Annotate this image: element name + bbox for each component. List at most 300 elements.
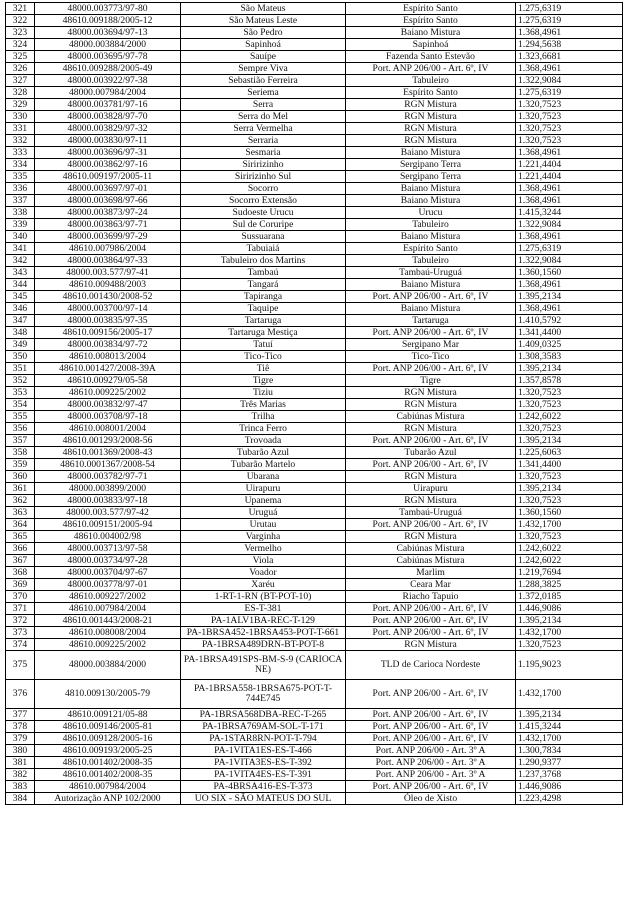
row-number-cell: 325 [6, 51, 35, 63]
table-row [6, 793, 623, 805]
row-number-cell: 383 [6, 781, 35, 793]
price-value-cell: 1.237,3768 [516, 769, 623, 781]
price-value-cell: 1.221,4404 [516, 171, 623, 183]
table-row [6, 315, 623, 327]
reference-stream-cell: RGN Mistura [346, 387, 516, 399]
process-number-cell: 48000.003863/97-71 [35, 219, 181, 231]
process-number-cell: 48000.003698/97-66 [35, 195, 181, 207]
process-number-cell: 4810.009130/2005-79 [35, 680, 181, 709]
field-name-cell: Tartaruga Mestiça [181, 327, 346, 339]
field-name-cell: Uirapuru [181, 483, 346, 495]
price-value-cell: 1.395,2134 [516, 291, 623, 303]
row-number-cell: 384 [6, 793, 35, 805]
table-row [6, 709, 623, 721]
field-name-cell: PA-1VITA3ES-ES-T-392 [181, 757, 346, 769]
price-value-cell: 1.320,7523 [516, 99, 623, 111]
field-name-cell: Trilha [181, 411, 346, 423]
row-number-cell: 362 [6, 495, 35, 507]
process-number-cell: 48000.003884/2000 [35, 651, 181, 680]
process-number-cell: 48000.003700/97-14 [35, 303, 181, 315]
reference-stream-cell: Baiano Mistura [346, 147, 516, 159]
reference-stream-cell: RGN Mistura [346, 531, 516, 543]
reference-stream-cell: Port. ANP 206/00 - Art. 6º, IV [346, 781, 516, 793]
process-number-cell: 48000.003734/97-28 [35, 555, 181, 567]
price-value-cell: 1.395,2134 [516, 709, 623, 721]
reference-stream-cell: Port. ANP 206/00 - Art. 6º, IV [346, 519, 516, 531]
row-number-cell: 375 [6, 651, 35, 680]
price-value-cell: 1.360,1560 [516, 267, 623, 279]
field-name-cell: Serraria [181, 135, 346, 147]
row-number-cell: 348 [6, 327, 35, 339]
table-row [6, 99, 623, 111]
process-number-cell: 48000.003835/97-35 [35, 315, 181, 327]
row-number-cell: 352 [6, 375, 35, 387]
field-name-cell: ES-T-381 [181, 603, 346, 615]
row-number-cell: 322 [6, 15, 35, 27]
row-number-cell: 379 [6, 733, 35, 745]
price-value-cell: 1.242,6022 [516, 555, 623, 567]
table-row [6, 387, 623, 399]
table-row [6, 375, 623, 387]
field-name-cell: Uruguá [181, 507, 346, 519]
field-name-cell: PA-1BRSA489DRN-BT-POT-8 [181, 639, 346, 651]
price-value-cell: 1.372,0185 [516, 591, 623, 603]
price-value-cell: 1.415,3244 [516, 207, 623, 219]
process-number-cell: 48000.003704/97-67 [35, 567, 181, 579]
price-value-cell: 1.294,5638 [516, 39, 623, 51]
row-number-cell: 381 [6, 757, 35, 769]
row-number-cell: 360 [6, 471, 35, 483]
process-number-cell: 48610.009227/2002 [35, 591, 181, 603]
row-number-cell: 337 [6, 195, 35, 207]
process-number-cell: 48000.003.577/97-41 [35, 267, 181, 279]
field-name-cell: Tabuiaiá [181, 243, 346, 255]
price-value-cell: 1.320,7523 [516, 399, 623, 411]
process-number-cell: 48000.003864/97-33 [35, 255, 181, 267]
process-number-cell: 48610.009146/2005-81 [35, 721, 181, 733]
process-number-cell: 48610.007984/2004 [35, 603, 181, 615]
reference-stream-cell: Baiano Mistura [346, 303, 516, 315]
field-name-cell: Tapiranga [181, 291, 346, 303]
reference-stream-cell: Tartaruga [346, 315, 516, 327]
field-name-cell: Tatuí [181, 339, 346, 351]
price-value-cell: 1.368,4961 [516, 279, 623, 291]
reference-stream-cell: Fazenda Santo Estevão [346, 51, 516, 63]
price-value-cell: 1.368,4961 [516, 147, 623, 159]
field-name-cell: Sapinhoá [181, 39, 346, 51]
table-row [6, 447, 623, 459]
process-number-cell: Autorização ANP 102/2000 [35, 793, 181, 805]
process-number-cell: 48610.001427/2008-39A [35, 363, 181, 375]
field-name-cell: Sussuarana [181, 231, 346, 243]
table-row [6, 243, 623, 255]
reference-stream-cell: RGN Mistura [346, 471, 516, 483]
price-value-cell: 1.290,9377 [516, 757, 623, 769]
field-name-cell: PA-1BRSA568DBA-REC-T-265 [181, 709, 346, 721]
reference-stream-cell: Cabiúnas Mistura [346, 555, 516, 567]
row-number-cell: 342 [6, 255, 35, 267]
process-number-cell: 48000.003862/97-16 [35, 159, 181, 171]
table-row [6, 680, 623, 709]
reference-stream-cell: Baiano Mistura [346, 195, 516, 207]
table-row [6, 327, 623, 339]
price-value-cell: 1.275,6319 [516, 87, 623, 99]
reference-stream-cell: Sergipano Terra [346, 159, 516, 171]
price-value-cell: 1.446,9086 [516, 603, 623, 615]
field-name-cell: Tambaú [181, 267, 346, 279]
table-row [6, 603, 623, 615]
row-number-cell: 324 [6, 39, 35, 51]
field-name-cell: PA-1VITA4ES-ES-T-391 [181, 769, 346, 781]
row-number-cell: 357 [6, 435, 35, 447]
price-value-cell: 1.322,9084 [516, 75, 623, 87]
field-name-cell: Tiê [181, 363, 346, 375]
table-row [6, 411, 623, 423]
row-number-cell: 341 [6, 243, 35, 255]
field-name-cell: Trovoada [181, 435, 346, 447]
price-value-cell: 1.368,4961 [516, 231, 623, 243]
process-number-cell: 48000.003884/2000 [35, 39, 181, 51]
reference-stream-cell: Baiano Mistura [346, 279, 516, 291]
process-number-cell: 48610.009128/2005-16 [35, 733, 181, 745]
field-name-cell: Sesmaria [181, 147, 346, 159]
table-row [6, 769, 623, 781]
field-name-cell: Sauípe [181, 51, 346, 63]
table-row [6, 591, 623, 603]
field-name-cell: Seriema [181, 87, 346, 99]
reference-stream-cell: Sapinhoá [346, 39, 516, 51]
price-value-cell: 1.341,4400 [516, 327, 623, 339]
process-number-cell: 48000.003829/97-32 [35, 123, 181, 135]
process-number-cell: 48610.001402/2008-35 [35, 769, 181, 781]
row-number-cell: 364 [6, 519, 35, 531]
row-number-cell: 350 [6, 351, 35, 363]
field-name-cell: Tabuleiro dos Martins [181, 255, 346, 267]
row-number-cell: 336 [6, 183, 35, 195]
field-name-cell: São Mateus Leste [181, 15, 346, 27]
process-number-cell: 48610.004002/98 [35, 531, 181, 543]
table-row [6, 781, 623, 793]
reference-stream-cell: Sergipano Mar [346, 339, 516, 351]
process-number-cell: 48610.008001/2004 [35, 423, 181, 435]
reference-stream-cell: Baiano Mistura [346, 231, 516, 243]
reference-stream-cell: Port. ANP 206/00 - Art. 6º, IV [346, 627, 516, 639]
reference-stream-cell: RGN Mistura [346, 423, 516, 435]
price-value-cell: 1.446,9086 [516, 781, 623, 793]
process-number-cell: 48000.003699/97-29 [35, 231, 181, 243]
field-name-cell: Ubarana [181, 471, 346, 483]
row-number-cell: 371 [6, 603, 35, 615]
reference-stream-cell: Espírito Santo [346, 15, 516, 27]
price-value-cell: 1.368,4961 [516, 195, 623, 207]
table-row [6, 171, 623, 183]
table-row [6, 423, 623, 435]
process-number-cell: 48610.009188/2005-12 [35, 15, 181, 27]
reference-stream-cell: RGN Mistura [346, 399, 516, 411]
row-number-cell: 330 [6, 111, 35, 123]
field-name-cell: PA-1BRSA558-1BRSA675-POT-T-744E745 [181, 680, 346, 709]
price-value-cell: 1.410,5792 [516, 315, 623, 327]
field-name-cell: Tartaruga [181, 315, 346, 327]
price-table-body [6, 3, 623, 805]
table-row [6, 51, 623, 63]
table-row [6, 219, 623, 231]
row-number-cell: 377 [6, 709, 35, 721]
reference-stream-cell: Urucu [346, 207, 516, 219]
field-name-cell: Sul de Coruripe [181, 219, 346, 231]
reference-stream-cell: Tabuleiro [346, 219, 516, 231]
field-name-cell: Siririzinho Sul [181, 171, 346, 183]
field-name-cell: Viola [181, 555, 346, 567]
reference-stream-cell: Port. ANP 206/00 - Art. 6º, IV [346, 709, 516, 721]
table-row [6, 39, 623, 51]
table-row [6, 3, 623, 15]
table-row [6, 483, 623, 495]
row-number-cell: 332 [6, 135, 35, 147]
price-value-cell: 1.320,7523 [516, 387, 623, 399]
table-row [6, 111, 623, 123]
table-row [6, 339, 623, 351]
row-number-cell: 344 [6, 279, 35, 291]
process-number-cell: 48610.009488/2003 [35, 279, 181, 291]
field-name-cell: Taquipe [181, 303, 346, 315]
field-name-cell: Upanema [181, 495, 346, 507]
price-value-cell: 1.223,4298 [516, 793, 623, 805]
price-value-cell: 1.341,4400 [516, 459, 623, 471]
table-row [6, 303, 623, 315]
field-name-cell: São Pedro [181, 27, 346, 39]
field-name-cell: Siririzinho [181, 159, 346, 171]
table-row [6, 279, 623, 291]
price-value-cell: 1.275,6319 [516, 15, 623, 27]
price-value-cell: 1.432,1700 [516, 733, 623, 745]
price-value-cell: 1.320,7523 [516, 531, 623, 543]
price-value-cell: 1.357,8578 [516, 375, 623, 387]
reference-stream-cell: Uirapuru [346, 483, 516, 495]
field-name-cell: Voador [181, 567, 346, 579]
price-value-cell: 1.320,7523 [516, 123, 623, 135]
price-value-cell: 1.395,2134 [516, 435, 623, 447]
price-value-cell: 1.195,9023 [516, 651, 623, 680]
price-value-cell: 1.395,2134 [516, 615, 623, 627]
price-value-cell: 1.242,6022 [516, 543, 623, 555]
table-row [6, 639, 623, 651]
reference-stream-cell: Port. ANP 206/00 - Art. 6º, IV [346, 733, 516, 745]
table-row [6, 159, 623, 171]
reference-stream-cell: RGN Mistura [346, 639, 516, 651]
field-name-cell: Tubarão Azul [181, 447, 346, 459]
row-number-cell: 338 [6, 207, 35, 219]
process-number-cell: 48610.009197/2005-11 [35, 171, 181, 183]
row-number-cell: 368 [6, 567, 35, 579]
table-row [6, 721, 623, 733]
reference-stream-cell: Port. ANP 206/00 - Art. 6º, IV [346, 63, 516, 75]
table-row [6, 75, 623, 87]
process-number-cell: 48610.009121/05-88 [35, 709, 181, 721]
reference-stream-cell: Espírito Santo [346, 243, 516, 255]
table-row [6, 651, 623, 680]
reference-stream-cell: Ceara Mar [346, 579, 516, 591]
price-value-cell: 1.320,7523 [516, 471, 623, 483]
table-row [6, 435, 623, 447]
field-name-cell: Serra do Mel [181, 111, 346, 123]
table-row [6, 15, 623, 27]
row-number-cell: 380 [6, 745, 35, 757]
row-number-cell: 323 [6, 27, 35, 39]
price-value-cell: 1.288,3825 [516, 579, 623, 591]
table-row [6, 745, 623, 757]
process-number-cell: 48000.003899/2000 [35, 483, 181, 495]
field-name-cell: Tico-Tico [181, 351, 346, 363]
process-number-cell: 48000.003830/97-11 [35, 135, 181, 147]
reference-stream-cell: Port. ANP 206/00 - Art. 6º, IV [346, 291, 516, 303]
row-number-cell: 343 [6, 267, 35, 279]
row-number-cell: 353 [6, 387, 35, 399]
table-row [6, 255, 623, 267]
price-value-cell: 1.409,0325 [516, 339, 623, 351]
price-value-cell: 1.395,2134 [516, 363, 623, 375]
table-row [6, 27, 623, 39]
row-number-cell: 378 [6, 721, 35, 733]
table-row [6, 363, 623, 375]
price-value-cell: 1.320,7523 [516, 111, 623, 123]
process-number-cell: 48610.009279/05-58 [35, 375, 181, 387]
reference-stream-cell: RGN Mistura [346, 99, 516, 111]
table-row [6, 543, 623, 555]
price-value-cell: 1.368,4961 [516, 27, 623, 39]
price-value-cell: 1.308,3583 [516, 351, 623, 363]
row-number-cell: 376 [6, 680, 35, 709]
table-row [6, 733, 623, 745]
reference-stream-cell: Tigre [346, 375, 516, 387]
row-number-cell: 346 [6, 303, 35, 315]
reference-stream-cell: Sergipano Terra [346, 171, 516, 183]
table-row [6, 267, 623, 279]
process-number-cell: 48000.003.577/97-42 [35, 507, 181, 519]
field-name-cell: UO SIX - SÃO MATEUS DO SUL [181, 793, 346, 805]
row-number-cell: 361 [6, 483, 35, 495]
price-value-cell: 1.225,6063 [516, 447, 623, 459]
reference-stream-cell: Cabiúnas Mistura [346, 543, 516, 555]
table-row [6, 495, 623, 507]
reference-stream-cell: RGN Mistura [346, 123, 516, 135]
field-name-cell: PA-1BRSA452-1BRSA453-POT-T-661 [181, 627, 346, 639]
process-number-cell: 48610.009156/2005-17 [35, 327, 181, 339]
process-number-cell: 48610.007984/2004 [35, 781, 181, 793]
price-value-cell: 1.221,4404 [516, 159, 623, 171]
field-name-cell: Sempre Viva [181, 63, 346, 75]
price-value-cell: 1.368,4961 [516, 303, 623, 315]
price-value-cell: 1.323,6681 [516, 51, 623, 63]
process-number-cell: 48000.003773/97-80 [35, 3, 181, 15]
row-number-cell: 382 [6, 769, 35, 781]
process-number-cell: 48610.009225/2002 [35, 639, 181, 651]
field-name-cell: Tubarão Martelo [181, 459, 346, 471]
field-name-cell: Vermelho [181, 543, 346, 555]
row-number-cell: 355 [6, 411, 35, 423]
reference-stream-cell: Baiano Mistura [346, 27, 516, 39]
field-name-cell: PA-1BRSA769AM-SOL-T-171 [181, 721, 346, 733]
process-number-cell: 48000.003708/97-18 [35, 411, 181, 423]
reference-stream-cell: Marlim [346, 567, 516, 579]
reference-stream-cell: Tico-Tico [346, 351, 516, 363]
field-name-cell: Varginha [181, 531, 346, 543]
row-number-cell: 333 [6, 147, 35, 159]
field-name-cell: Urutau [181, 519, 346, 531]
field-name-cell: PA-1BRSA491SPS-BM-S-9 (CARIOCA NE) [181, 651, 346, 680]
price-value-cell: 1.432,1700 [516, 680, 623, 709]
price-value-cell: 1.219,7694 [516, 567, 623, 579]
row-number-cell: 335 [6, 171, 35, 183]
price-value-cell: 1.368,4961 [516, 63, 623, 75]
table-row [6, 567, 623, 579]
row-number-cell: 349 [6, 339, 35, 351]
table-row [6, 459, 623, 471]
process-number-cell: 48000.003782/97-71 [35, 471, 181, 483]
process-number-cell: 48000.003833/97-18 [35, 495, 181, 507]
row-number-cell: 328 [6, 87, 35, 99]
row-number-cell: 365 [6, 531, 35, 543]
process-number-cell: 48000.003922/97-38 [35, 75, 181, 87]
price-value-cell: 1.320,7523 [516, 495, 623, 507]
reference-stream-cell: Port. ANP 206/00 - Art. 6º, IV [346, 603, 516, 615]
reference-stream-cell: Tabuleiro [346, 75, 516, 87]
reference-stream-cell: RGN Mistura [346, 111, 516, 123]
process-number-cell: 48000.003697/97-01 [35, 183, 181, 195]
row-number-cell: 334 [6, 159, 35, 171]
reference-stream-cell: Port. ANP 206/00 - Art. 3º A [346, 769, 516, 781]
reference-stream-cell: Port. ANP 206/00 - Art. 3º A [346, 757, 516, 769]
process-number-cell: 48610.009151/2005-94 [35, 519, 181, 531]
reference-stream-cell: Port. ANP 206/00 - Art. 6º, IV [346, 615, 516, 627]
field-name-cell: Tigre [181, 375, 346, 387]
process-number-cell: 48610.007986/2004 [35, 243, 181, 255]
row-number-cell: 374 [6, 639, 35, 651]
reference-stream-cell: RGN Mistura [346, 135, 516, 147]
process-number-cell: 48000.003713/97-58 [35, 543, 181, 555]
price-value-cell: 1.368,4961 [516, 183, 623, 195]
row-number-cell: 351 [6, 363, 35, 375]
field-name-cell: Trinca Ferro [181, 423, 346, 435]
process-number-cell: 48610.0001367/2008-54 [35, 459, 181, 471]
price-table [5, 2, 623, 805]
process-number-cell: 48000.003834/97-72 [35, 339, 181, 351]
row-number-cell: 327 [6, 75, 35, 87]
reference-stream-cell: Port. ANP 206/00 - Art. 6º, IV [346, 459, 516, 471]
process-number-cell: 48610.009193/2005-25 [35, 745, 181, 757]
reference-stream-cell: Port. ANP 206/00 - Art. 6º, IV [346, 435, 516, 447]
row-number-cell: 370 [6, 591, 35, 603]
table-row [6, 399, 623, 411]
row-number-cell: 331 [6, 123, 35, 135]
process-number-cell: 48610.001443/2008-21 [35, 615, 181, 627]
price-value-cell: 1.395,2134 [516, 483, 623, 495]
price-value-cell: 1.360,1560 [516, 507, 623, 519]
field-name-cell: Socorro [181, 183, 346, 195]
row-number-cell: 321 [6, 3, 35, 15]
table-row [6, 555, 623, 567]
field-name-cell: Serra [181, 99, 346, 111]
price-value-cell: 1.415,3244 [516, 721, 623, 733]
process-number-cell: 48000.003694/97-13 [35, 27, 181, 39]
process-number-cell: 48000.003873/97-24 [35, 207, 181, 219]
process-number-cell: 48610.001369/2008-43 [35, 447, 181, 459]
field-name-cell: PA-1STAR8RN-POT-T-794 [181, 733, 346, 745]
field-name-cell: Socorro Extensão [181, 195, 346, 207]
table-row [6, 195, 623, 207]
table-row [6, 519, 623, 531]
price-value-cell: 1.242,6022 [516, 411, 623, 423]
